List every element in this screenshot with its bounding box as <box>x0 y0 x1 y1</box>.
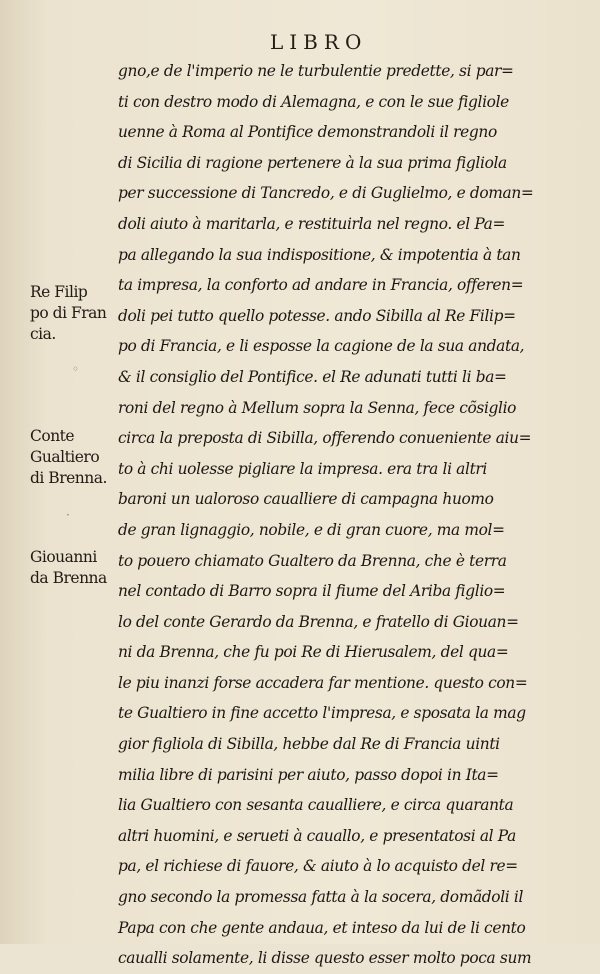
ink-speck: · <box>66 508 70 522</box>
text-line: de gran lignaggio, nobile, e di gran cuore, ma mol= <box>118 520 505 539</box>
text-line: & il consiglio del Pontifice. el Re adunati tutti li ba= <box>118 367 507 386</box>
text-line: ni da Brenna, che fu poi Re di Hierusalem, del qua= <box>118 643 509 662</box>
margin-note-line: Giouanni <box>30 548 97 566</box>
text-line: to pouero chiamato Gualtero da Brenna, che è terra <box>118 551 507 570</box>
text-line: gior figliola di Sibilla, hebbe dal Re di Francia uinti <box>118 735 500 754</box>
margin-note-giouanni <box>30 547 130 589</box>
text-line: baroni un ualoroso caualliere di campagna huomo <box>118 490 494 509</box>
margin-note-line: da Brenna <box>30 569 107 587</box>
text-line: lo del conte Gerardo da Brenna, e fratello di Giouan= <box>118 612 519 631</box>
text-line: caualli solamente, li disse questo esser molto poca sum <box>118 949 532 968</box>
margin-note-conte-gualtiero <box>30 426 130 489</box>
text-line: di Sicilia di ragione pertenere à la sua prima figliola <box>118 153 507 172</box>
margin-note-line: Conte <box>30 427 75 445</box>
margin-note-line: cia. <box>30 325 56 343</box>
text-line: lia Gualtiero con sesanta caualliere, e circa quaranta <box>118 796 514 815</box>
text-line: pa, el richiese di fauore, & aiuto à lo acquisto del re= <box>118 857 518 876</box>
margin-note-line: di Brenna. <box>30 469 107 487</box>
text-line: te Gualtiero in fine accetto l'impresa, e sposata la mag <box>118 704 526 723</box>
margin-note-line: Re Filip <box>30 283 88 301</box>
text-line: per successione di Tancredo, e di Guglielmo, e doman= <box>118 184 534 203</box>
text-line: altri huomini, e serueti à cauallo, e presentatosi al Pa <box>118 826 516 845</box>
text-line: Papa con che gente andaua, et inteso da lui de li cento <box>118 918 526 937</box>
text-line: doli pei tutto quello potesse. ando Sibilla al Re Filip= <box>118 306 516 325</box>
margin-note-line: po di Fran <box>30 304 107 322</box>
text-line: pa allegando la sua indispositione, & impotentia à tan <box>118 245 521 264</box>
margin-note-line: Gualtiero <box>30 448 100 466</box>
running-head: LIBRO <box>270 30 368 54</box>
text-line: gno secondo la promessa fatta à la socera, domãdoli il <box>118 888 524 907</box>
ink-speck: ◦ <box>72 362 80 376</box>
text-line: le piu inanzi forse accadera far mentione. questo con= <box>118 673 528 692</box>
text-line: to à chi uolesse pigliare la impresa. era tra li altri <box>118 459 487 478</box>
margin-note-re-filippo <box>30 282 130 345</box>
body-text <box>118 56 576 974</box>
text-line: ta impresa, la conforto ad andare in Francia, offeren= <box>118 276 524 295</box>
text-line: milia libre di parisini per aiuto, passo dopoi in Ita= <box>118 765 499 784</box>
text-line: po di Francia, e li esposse la cagione de la sua andata, <box>118 337 525 356</box>
text-line: ti con destro modo di Alemagna, e con le sue figliole <box>118 92 509 111</box>
text-line: circa la preposta di Sibilla, offerendo conueniente aiu= <box>118 429 532 448</box>
text-line: roni del regno à Mellum sopra la Senna, fece cõsiglio <box>118 398 517 417</box>
text-line: doli aiuto à maritarla, e restituirla nel regno. el Pa= <box>118 214 506 233</box>
text-line: gno,e de l'imperio ne le turbulentie predette, si par= <box>118 62 514 80</box>
text-line: nel contado di Barro sopra il fiume del Ariba figlio= <box>118 582 506 601</box>
text-line: uenne à Roma al Pontifice demonstrandoli il regno <box>118 123 497 142</box>
